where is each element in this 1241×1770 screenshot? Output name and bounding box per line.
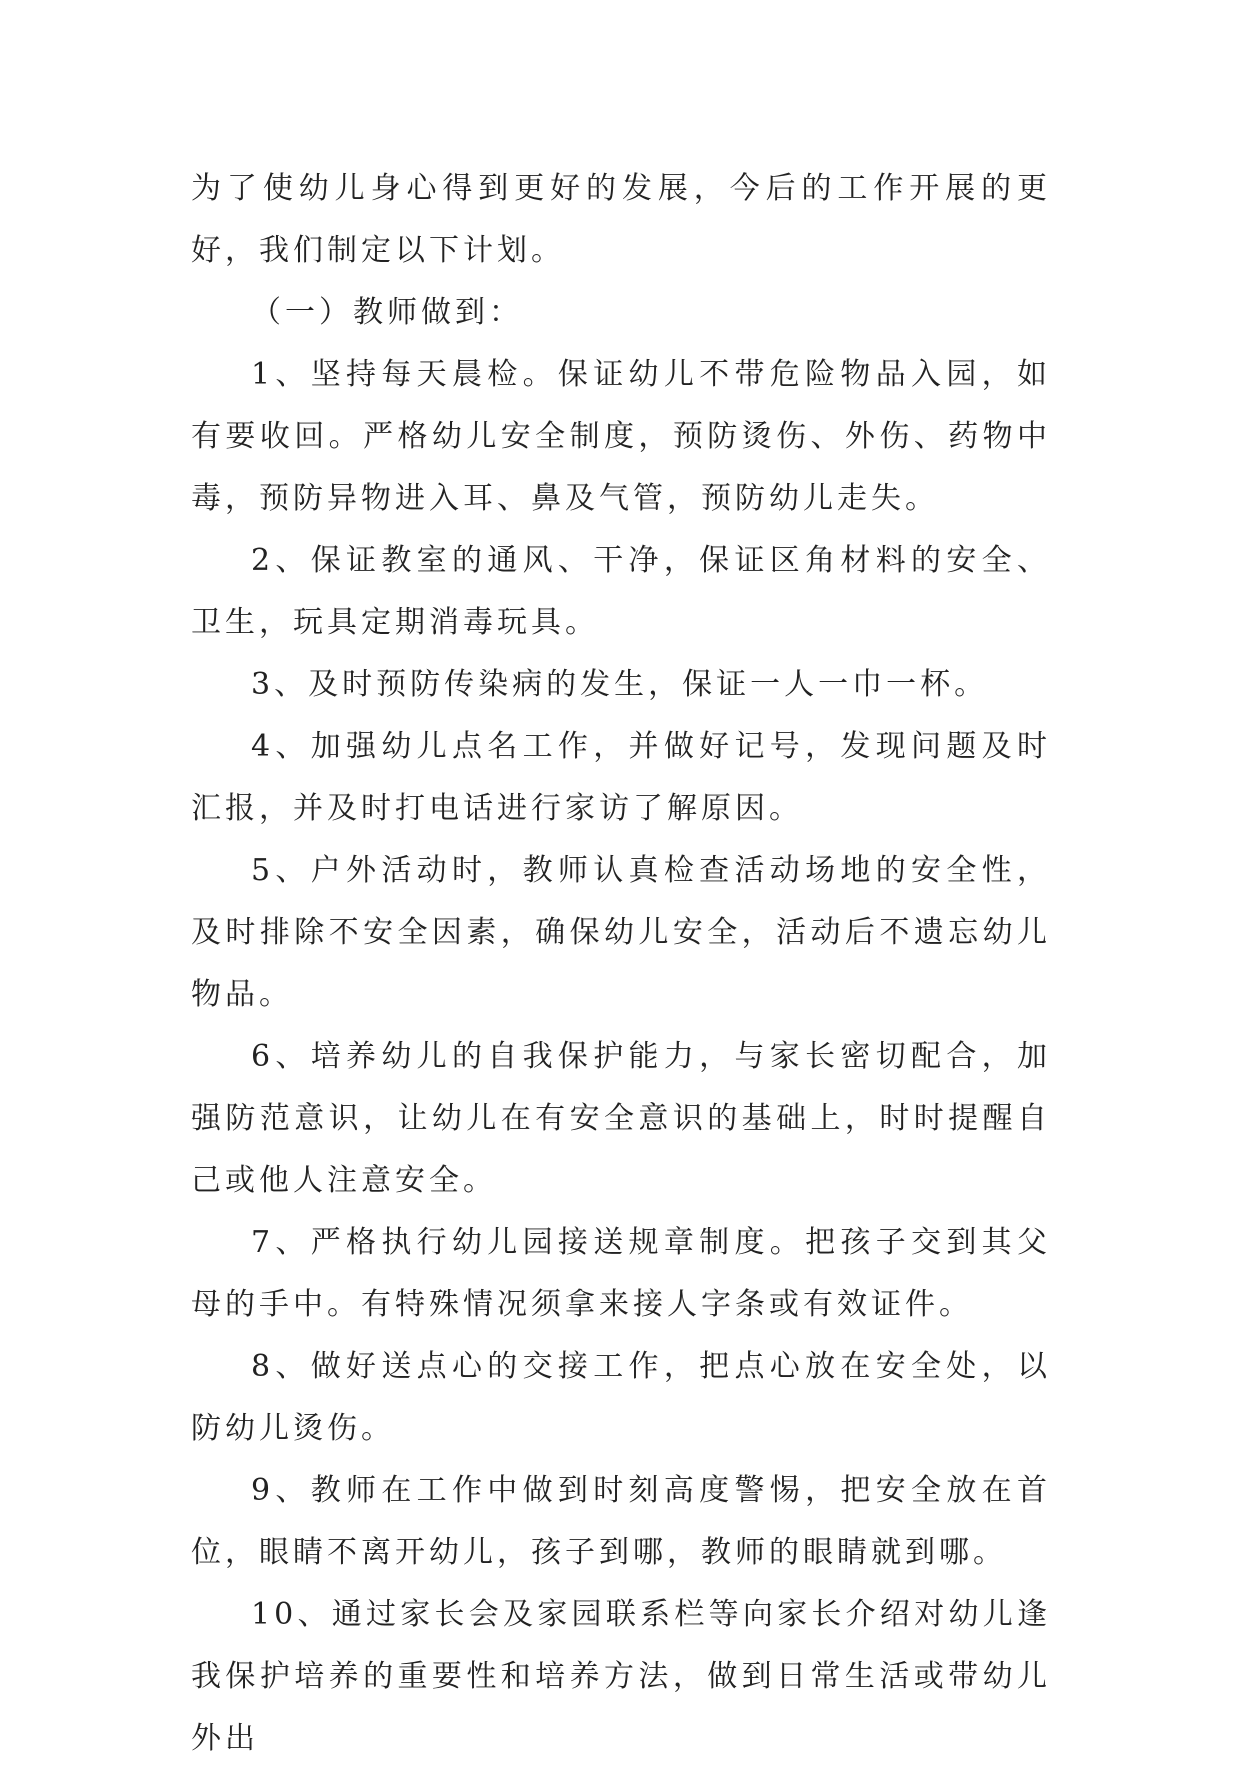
list-item-9: 9、教师在工作中做到时刻高度警惕，把安全放在首位，眼睛不离开幼儿，孩子到哪，教师的眼睛就到哪。 bbox=[191, 1473, 1051, 1570]
document-body bbox=[191, 158, 1051, 1770]
list-item-5: 5、户外活动时，教师认真检查活动场地的安全性，及时排除不安全因素，确保幼儿安全，活动后不遗忘幼儿物品。 bbox=[191, 853, 1051, 1012]
list-item-2: 2、保证教室的通风、干净，保证区角材料的安全、卫生，玩具定期消毒玩具。 bbox=[191, 543, 1051, 640]
list-item-4: 4、加强幼儿点名工作，并做好记号，发现问题及时汇报，并及时打电话进行家访了解原因。 bbox=[191, 729, 1051, 826]
list-item-10: 10、通过家长会及家园联系栏等向家长介绍对幼儿逢我保护培养的重要性和培养方法，做到日常生活或带幼儿外出 bbox=[191, 1597, 1051, 1756]
list-item-8: 8、做好送点心的交接工作，把点心放在安全处，以防幼儿烫伤。 bbox=[191, 1349, 1051, 1446]
list-item-7: 7、严格执行幼儿园接送规章制度。把孩子交到其父母的手中。有特殊情况须拿来接人字条或有效证件。 bbox=[191, 1225, 1051, 1322]
section-heading: （一）教师做到： bbox=[251, 295, 523, 330]
list-item-1: 1、坚持每天晨检。保证幼儿不带危险物品入园，如有要收回。严格幼儿安全制度，预防烫伤、外伤、药物中毒，预防异物进入耳、鼻及气管，预防幼儿走失。 bbox=[191, 357, 1051, 516]
list-item-6: 6、培养幼儿的自我保护能力，与家长密切配合，加强防范意识，让幼儿在有安全意识的基础上，时时提醒自己或他人注意安全。 bbox=[191, 1039, 1051, 1198]
list-item-3: 3、及时预防传染病的发生，保证一人一巾一杯。 bbox=[251, 667, 989, 702]
intro-paragraph: 为了使幼儿身心得到更好的发展，今后的工作开展的更好，我们制定以下计划。 bbox=[191, 171, 1051, 268]
